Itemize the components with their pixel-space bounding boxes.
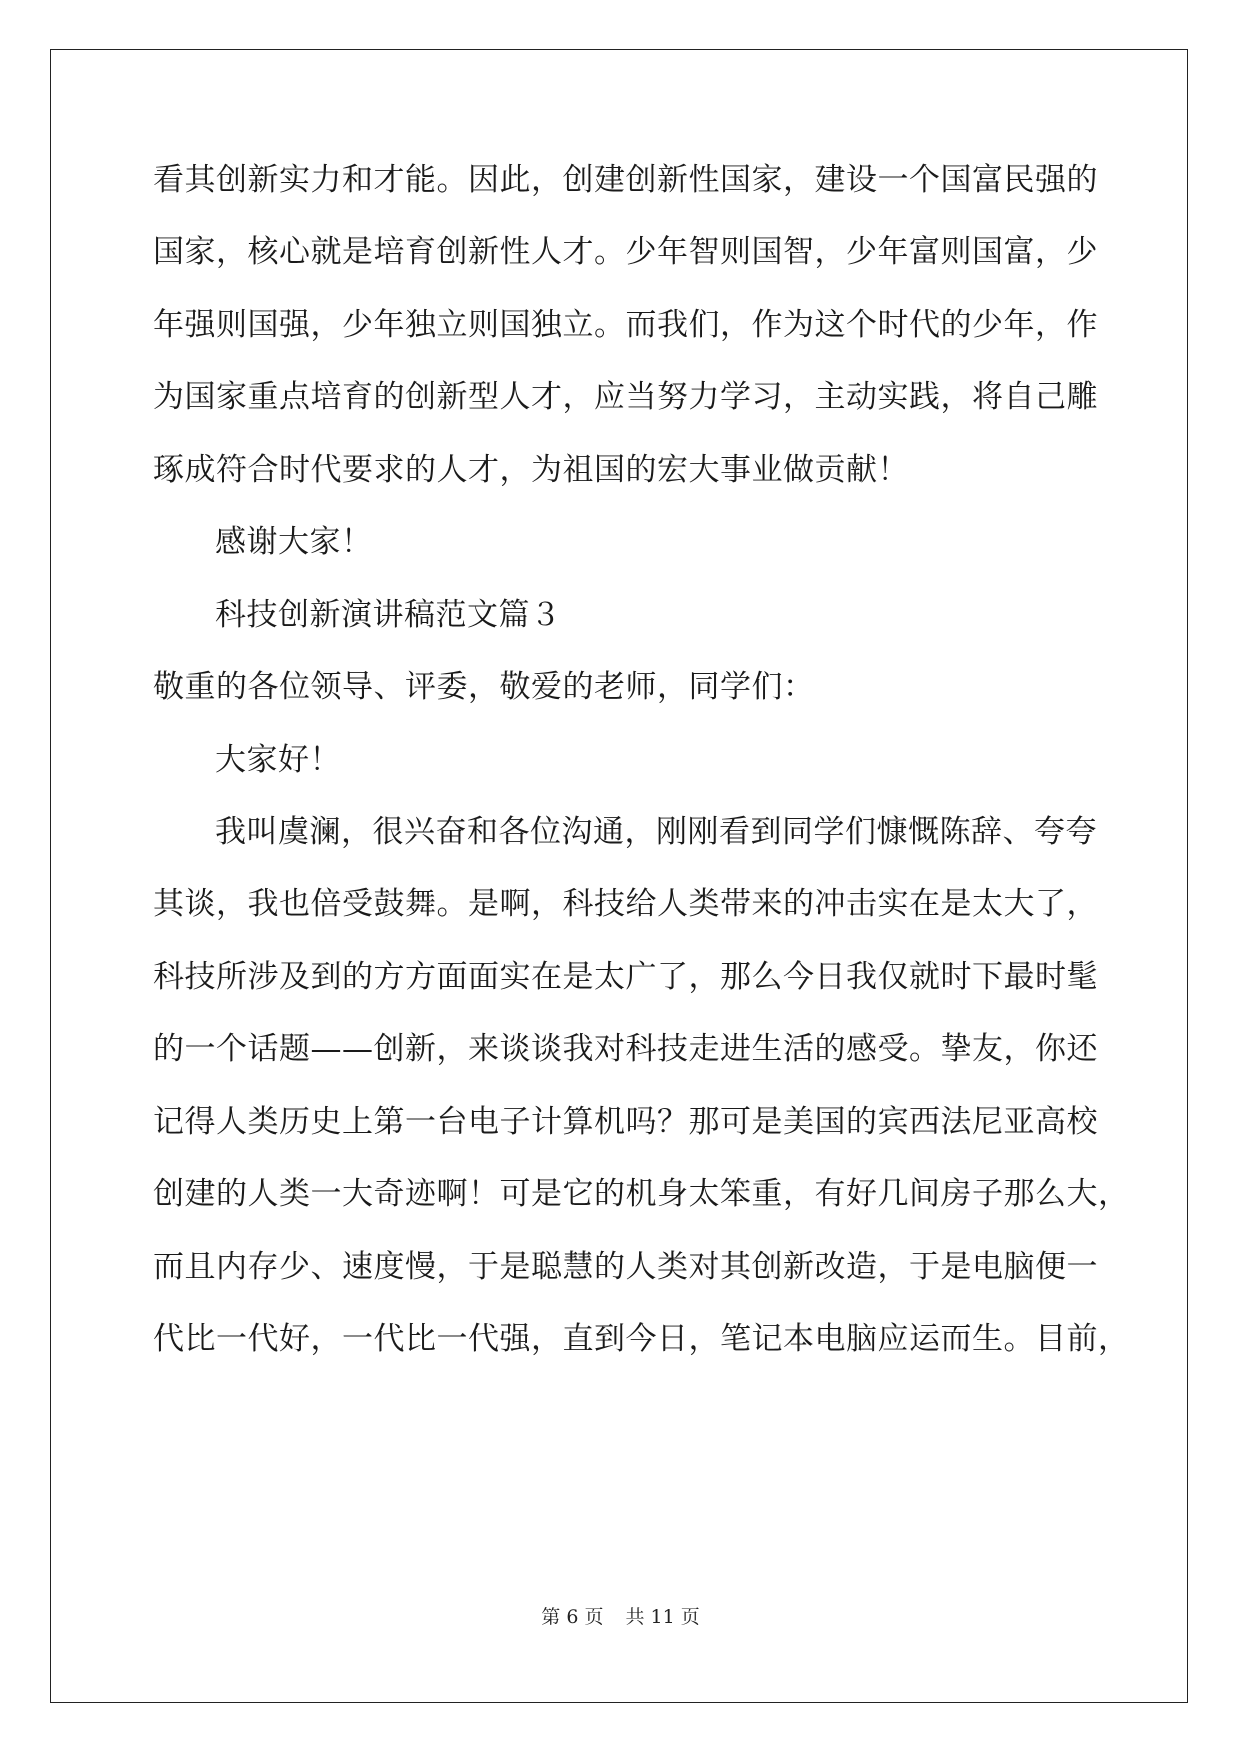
paragraph-line: 科技所涉及到的方方面面实在是太广了，那么今日我仅就时下最时髦: [153, 959, 1098, 995]
paragraph-line: 为国家重点培育的创新型人才，应当努力学习，主动实践，将自己雕: [153, 379, 1098, 415]
paragraph-line: 的一个话题——创新，来谈谈我对科技走进生活的感受。挚友，你还: [153, 1031, 1098, 1067]
closing-thanks: 感谢大家！: [215, 524, 373, 560]
paragraph-line: 年强则国强，少年独立则国独立。而我们，作为这个时代的少年，作: [153, 307, 1098, 343]
paragraph-line: 创建的人类一大奇迹啊！可是它的机身太笨重，有好几间房子那么大，: [153, 1176, 1130, 1212]
section-heading: 科技创新演讲稿范文篇３: [215, 597, 562, 633]
page-number: 第 6 页: [541, 1606, 604, 1628]
salutation: 敬重的各位领导、评委，敬爱的老师，同学们：: [153, 669, 815, 705]
paragraph-line: 看其创新实力和才能。因此，创建创新性国家，建设一个国富民强的: [153, 162, 1098, 198]
paragraph-line: 国家，核心就是培育创新性人才。少年智则国智，少年富则国富，少: [153, 234, 1098, 270]
paragraph-line: 记得人类历史上第一台电子计算机吗？那可是美国的宾西法尼亚高校: [153, 1104, 1098, 1140]
paragraph-line: 代比一代好，一代比一代强，直到今日，笔记本电脑应运而生。目前，: [153, 1321, 1130, 1357]
greeting: 大家好！: [215, 742, 341, 778]
page-border: [50, 49, 1188, 1703]
paragraph-line: 琢成符合时代要求的人才，为祖国的宏大事业做贡献！: [153, 452, 909, 488]
page-total: 共 11 页: [625, 1606, 700, 1628]
paragraph-line: 其谈，我也倍受鼓舞。是啊，科技给人类带来的冲击实在是太大了，: [153, 886, 1098, 922]
paragraph-line: 我叫虞澜，很兴奋和各位沟通，刚刚看到同学们慷慨陈辞、夸夸: [215, 814, 1097, 850]
paragraph-line: 而且内存少、速度慢，于是聪慧的人类对其创新改造，于是电脑便一: [153, 1249, 1098, 1285]
page-footer: [0, 1605, 1241, 1629]
